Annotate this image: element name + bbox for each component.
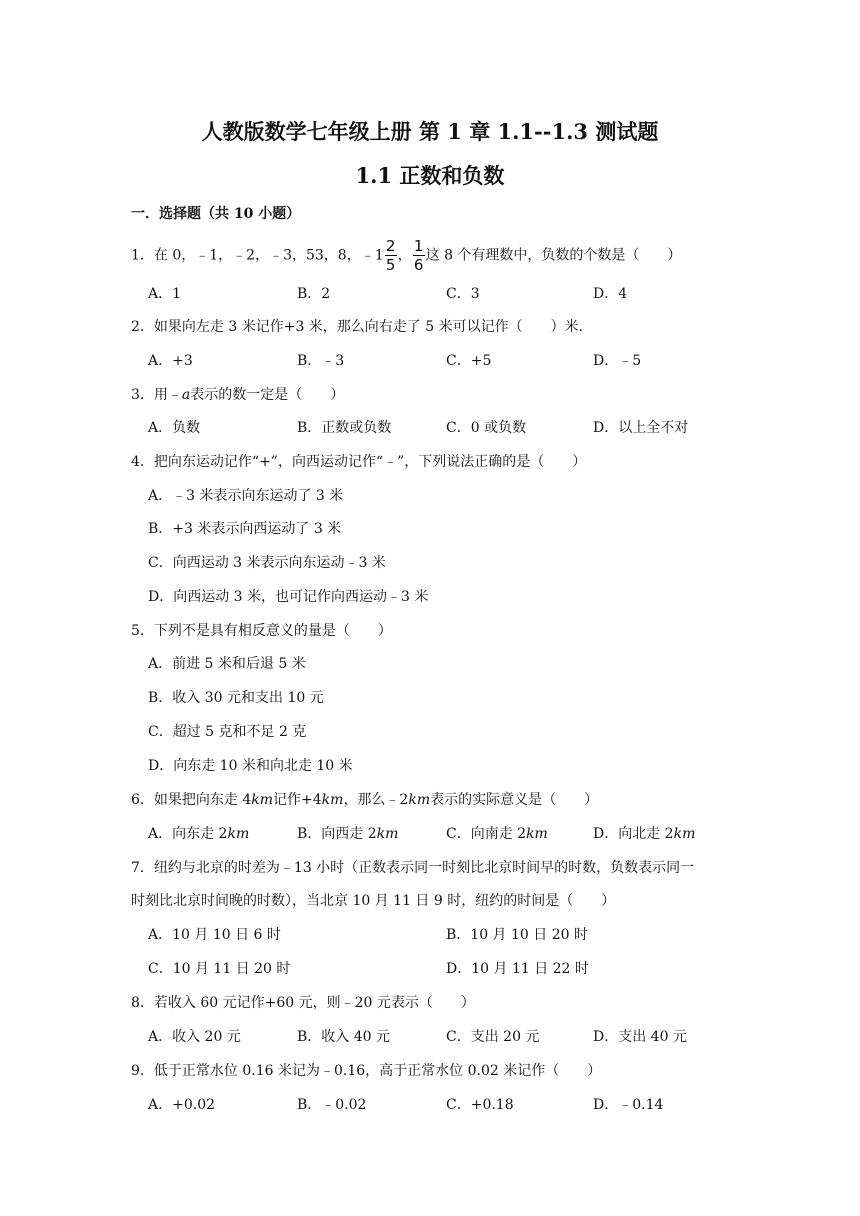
question-2-option-b: B．﹣3 <box>297 353 345 369</box>
question-3-option-b: B．正数或负数 <box>297 420 392 436</box>
question-2-option-c: C．+5 <box>446 353 492 369</box>
question-8-stem: 8．若收入 60 元记作+60 元，则﹣20 元表示（ ） <box>131 995 475 1011</box>
question-4-option-b: B．+3 米表示向西运动了 3 米 <box>148 521 342 537</box>
question-2-option-a: A．+3 <box>148 353 193 369</box>
question-6-option-c: C．向南走 2km <box>446 826 548 842</box>
question-9-option-b: B．﹣0.02 <box>297 1097 367 1113</box>
question-5-option-a: A．前进 5 米和后退 5 米 <box>148 656 306 672</box>
question-4-stem: 4．把向东运动记作“+”，向西运动记作“﹣”，下列说法正确的是（ ） <box>131 454 587 470</box>
question-3-option-a: A．负数 <box>148 420 201 436</box>
question-1-option-c: C．3 <box>446 286 480 302</box>
question-9-stem: 9．低于正常水位 0.16 米记为﹣0.16，高于正常水位 0.02 米记作（ ） <box>131 1063 602 1079</box>
question-9-option-c: C．+0.18 <box>446 1097 514 1113</box>
question-7-option-b: B．10 月 10 日 20 时 <box>446 927 588 943</box>
question-4-option-c: C．向西运动 3 米表示向东运动﹣3 米 <box>148 555 386 571</box>
question-1-option-a: A．1 <box>148 286 182 302</box>
section-heading: 一．选择题（共 10 小题） <box>131 206 301 222</box>
question-1-stem: 1．在 0，﹣1，﹣2，﹣3，53，8，﹣1 $\frac{2}{5}$ ， $\frac{1}{6}$ 这 8 个有理数中，负数的个数是（ ） <box>131 237 682 274</box>
question-2-stem: 2．如果向左走 3 米记作+3 米，那么向右走了 5 米可以记作（ ）米． <box>131 319 593 335</box>
question-4-option-a: A．﹣3 米表示向东运动了 3 米 <box>148 488 344 504</box>
question-1-option-d: D．4 <box>593 286 628 302</box>
question-8-option-d: D．支出 40 元 <box>593 1029 687 1045</box>
question-8-option-c: C．支出 20 元 <box>446 1029 540 1045</box>
question-7-option-a: A．10 月 10 日 6 时 <box>148 927 281 943</box>
question-7-option-d: D．10 月 11 日 22 时 <box>446 961 589 977</box>
question-1-option-b: B．2 <box>297 286 331 302</box>
question-6-stem: 6．如果把向东走 4km记作+4km，那么﹣2km表示的实际意义是（ ） <box>131 792 599 808</box>
question-7-stem-line-1: 7．纽约与北京的时差为﹣13 小时（正数表示同一时刻比北京时间早的时数，负数表示同一 <box>131 860 695 876</box>
question-8-option-a: A．收入 20 元 <box>148 1029 241 1045</box>
question-4-option-d: D．向西运动 3 米，也可记作向西运动﹣3 米 <box>148 589 429 605</box>
question-7-option-c: C．10 月 11 日 20 时 <box>148 961 291 977</box>
question-3-stem: 3．用﹣a表示的数一定是（ ） <box>131 387 345 403</box>
question-8-option-b: B．收入 40 元 <box>297 1029 391 1045</box>
question-7-stem-line-2: 时刻比北京时间晚的时数），当北京 10 月 11 日 9 时，纽约的时间是（ ） <box>131 893 616 909</box>
question-6-option-a: A．向东走 2km <box>148 826 250 842</box>
question-5-option-b: B．收入 30 元和支出 10 元 <box>148 690 324 706</box>
question-5-stem: 5．下列不是具有相反意义的量是（ ） <box>131 623 392 639</box>
question-5-option-d: D．向东走 10 米和向北走 10 米 <box>148 758 353 774</box>
question-6-option-b: B．向西走 2km <box>297 826 399 842</box>
question-3-option-d: D．以上全不对 <box>593 420 689 436</box>
page-title: 人教版数学七年级上册 第 1 章 1.1--1.3 测试题 <box>201 119 659 144</box>
fraction-one-sixth: $\frac{1}{6}$ <box>413 237 424 274</box>
question-5-option-c: C．超过 5 克和不足 2 克 <box>148 724 307 740</box>
question-6-option-d: D．向北走 2km <box>593 826 696 842</box>
page-subtitle: 1.1 正数和负数 <box>355 163 505 188</box>
question-9-option-d: D．﹣0.14 <box>593 1097 664 1113</box>
fraction-two-fifths: $\frac{2}{5}$ <box>385 237 396 274</box>
question-9-option-a: A．+0.02 <box>148 1097 216 1113</box>
question-2-option-d: D．﹣5 <box>593 353 642 369</box>
question-3-option-c: C．0 或负数 <box>446 420 527 436</box>
